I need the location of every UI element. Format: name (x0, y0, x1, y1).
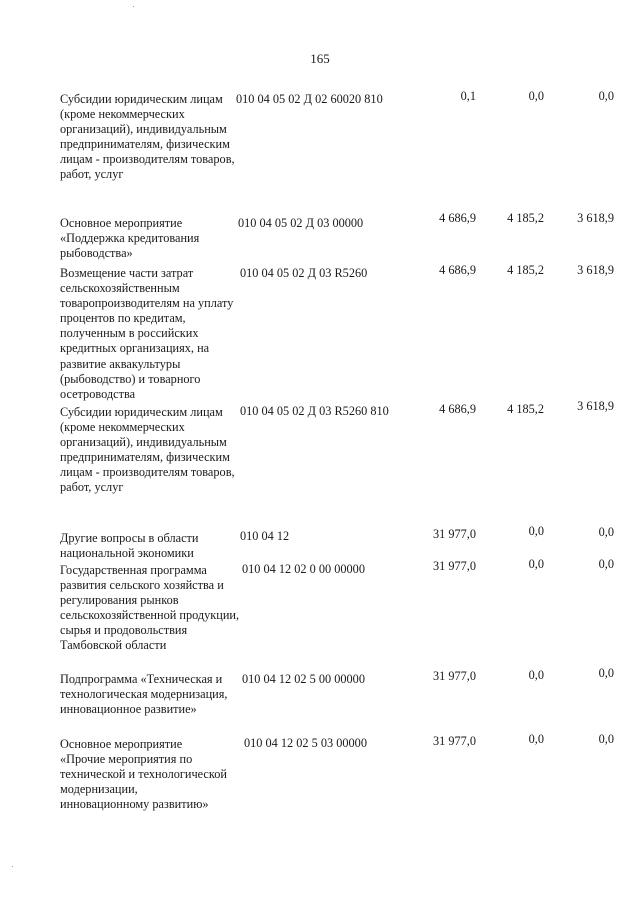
row-description: Подпрограмма «Техническая и технологическая модернизация, инновационное развитие» (60, 672, 228, 717)
row-code: 010 04 05 02 Д 03 R5260 810 (240, 404, 389, 418)
row-description: Основное мероприятие «Прочие мероприятия по технической и технологической модернизации, инновационному развитию» (60, 737, 227, 812)
row-value-3: 3 618,9 (577, 399, 614, 413)
row-value-2: 0,0 (528, 732, 544, 746)
row-value-1: 4 686,9 (439, 263, 476, 277)
row-description: Субсидии юридическим лицам (кроме некоммерческих организаций), индивидуальным предпринимателям, физическим лицам - производителям товаров, работ, услуг (60, 405, 235, 495)
row-value-2: 4 185,2 (507, 402, 544, 416)
row-description: Возмещение части затрат сельскохозяйственным товаропроизводителям на уплату процентов по кредитам, полученным в российских кредитных организациях, на развитие аквакультуры (рыбоводство) и товарного осетроводства (60, 266, 234, 401)
row-value-1: 4 686,9 (439, 402, 476, 416)
row-value-3: 0,0 (598, 525, 614, 539)
row-value-3: 0,0 (598, 557, 614, 571)
row-value-3: 0,0 (598, 732, 614, 746)
row-value-2: 0,0 (528, 89, 544, 103)
row-value-2: 4 185,2 (507, 263, 544, 277)
row-value-2: 0,0 (528, 668, 544, 682)
row-description: Основное мероприятие «Поддержка кредитования рыбоводства» (60, 216, 200, 261)
row-value-1: 4 686,9 (439, 211, 476, 225)
row-value-2: 0,0 (528, 524, 544, 538)
row-code: 010 04 12 (240, 529, 290, 543)
row-value-1: 31 977,0 (432, 559, 476, 573)
row-code: 010 04 05 02 Д 02 60020 810 (236, 92, 383, 106)
row-code: 010 04 12 02 5 03 00000 (244, 736, 367, 750)
scan-mark-bottom (12, 866, 13, 867)
row-value-3: 0,0 (598, 89, 614, 103)
row-value-2: 4 185,2 (507, 211, 544, 225)
row-value-2: 0,0 (528, 557, 544, 571)
row-value-1: 0,1 (460, 89, 476, 103)
row-code: 010 04 05 02 Д 03 00000 (238, 216, 364, 230)
row-value-1: 31 977,0 (432, 669, 476, 683)
row-value-3: 0,0 (598, 666, 614, 680)
row-description: Государственная программа развития сельского хозяйства и регулирования рынков сельскохозяйственной продукции, сырья и продовольствия Тамбовской области (60, 563, 240, 653)
row-description: Субсидии юридическим лицам (кроме некоммерческих организаций), индивидуальным предпринимателям, физическим лицам - производителям товаров, работ, услуг (60, 92, 235, 182)
row-code: 010 04 05 02 Д 03 R5260 (240, 266, 368, 280)
row-value-1: 31 977,0 (432, 527, 476, 541)
scan-mark-top (133, 6, 134, 7)
page-number: 165 (310, 51, 330, 66)
row-value-3: 3 618,9 (577, 263, 614, 277)
row-value-3: 3 618,9 (577, 211, 614, 225)
row-code: 010 04 12 02 5 00 00000 (242, 672, 365, 686)
row-description: Другие вопросы в области национальной экономики (60, 531, 199, 561)
row-code: 010 04 12 02 0 00 00000 (242, 562, 365, 576)
row-value-1: 31 977,0 (432, 734, 476, 748)
